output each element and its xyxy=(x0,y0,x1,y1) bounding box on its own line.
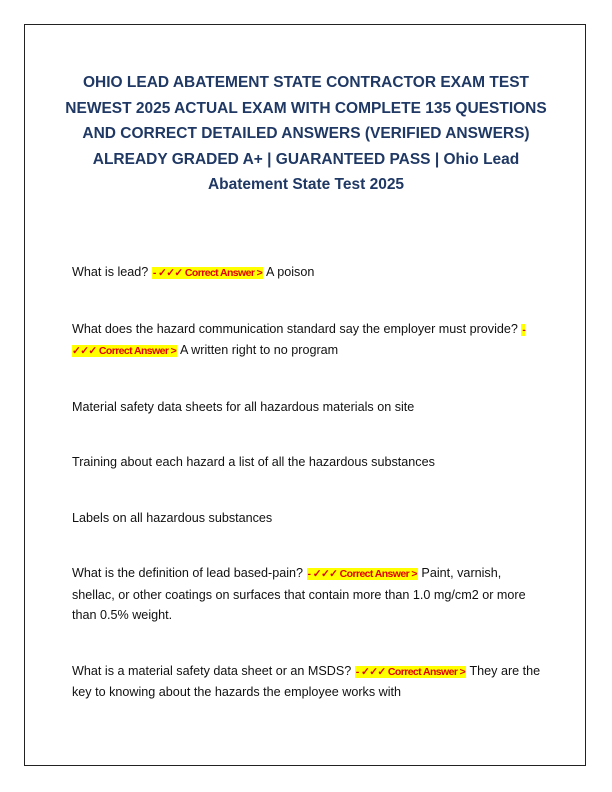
answer-text: A poison xyxy=(263,265,315,279)
document-title: OHIO LEAD ABATEMENT STATE CONTRACTOR EXAM TEST NEWEST 2025 ACTUAL EXAM WITH COMPLETE 135 QUESTIONS AND CORRECT DETAILED ANSWERS (VERIFIED ANSWERS) ALREADY GRADED A+ | GUARANTEED PASS | Ohio Lead Abatement State Test 2025 xyxy=(65,74,547,193)
correct-answer-marker: - ✓✓✓ Correct Answer > xyxy=(307,568,417,580)
qa-item xyxy=(72,262,542,284)
correct-answer-marker: - ✓✓✓ Correct Answer > xyxy=(72,323,526,357)
qa-content xyxy=(72,262,542,738)
question-text: What is the definition of lead based-pain? xyxy=(72,566,307,580)
qa-item xyxy=(72,319,542,362)
qa-item xyxy=(72,563,542,626)
text-line: Labels on all hazardous substances xyxy=(72,510,273,525)
text-line: Training about each hazard a list of all the hazardous substances xyxy=(72,455,435,469)
text-line: Material safety data sheets for all hazardous materials on site xyxy=(72,399,415,414)
answer-text: They are the key to knowing about the hazards the employee works with xyxy=(72,663,541,699)
question-text: What is lead? xyxy=(72,265,152,279)
question-text: What does the hazard communication standard say the employer must provide? xyxy=(72,321,522,336)
correct-answer-marker: - ✓✓✓ Correct Answer > xyxy=(355,665,466,678)
answer-text: A written right to no program xyxy=(177,343,339,357)
answer-text: Paint, varnish, shellac, or other coatings on surfaces that contain more than 1.0 mg/cm2 or more than 0.5% weight. xyxy=(72,566,526,622)
qa-item xyxy=(72,661,542,703)
correct-answer-marker: - ✓✓✓ Correct Answer > xyxy=(152,267,263,279)
question-text: What is a material safety data sheet or an MSDS? xyxy=(72,663,355,678)
